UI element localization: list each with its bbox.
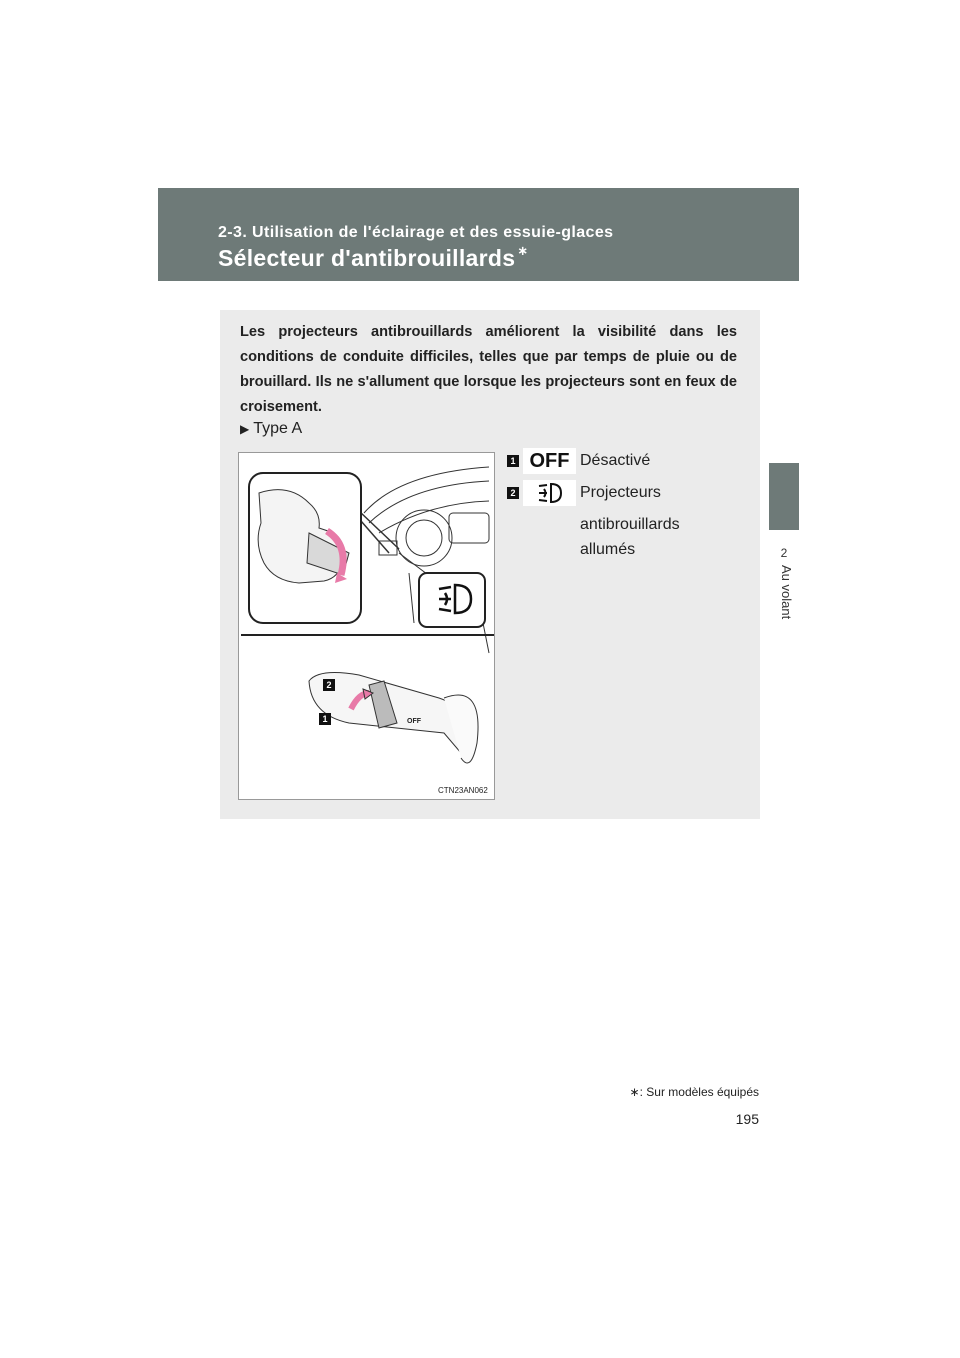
section-header	[158, 188, 799, 281]
fog-light-indicator-box	[419, 573, 485, 627]
triangle-icon: ▶	[240, 422, 250, 436]
figure-callout-1	[319, 713, 331, 725]
figure-callout-2	[323, 679, 335, 691]
footnote-text: : Sur modèles équipés	[639, 1085, 759, 1099]
content-box	[220, 310, 760, 819]
callout-1-label: 1	[322, 714, 328, 724]
legend-text-1: Désactivé	[580, 452, 651, 469]
hand-closeup-circle	[249, 473, 361, 623]
section-title: 2-3. Utilisation de l'éclairage et des essuie-glaces	[218, 224, 614, 241]
intro-paragraph: Les projecteurs antibrouillards améliorent la visibilité dans les conditions de conduite difficiles, telles que par temps de pluie ou de brouillard. Ils ne s'allument que lorsque les projecteurs sont en feux de croisement.	[240, 324, 737, 415]
type-label	[240, 420, 302, 438]
chapter-tab	[769, 463, 799, 530]
illustration-svg	[239, 453, 496, 801]
figure-code: CTN23AN062	[438, 786, 488, 795]
legend-text-2-line-2: antibrouillards	[580, 516, 680, 533]
asterisk-mark: ∗	[517, 243, 529, 258]
lever-off-label: OFF	[407, 718, 421, 725]
page-title	[218, 245, 529, 272]
off-icon: OFF	[523, 448, 576, 474]
callout-2-label: 2	[326, 680, 332, 690]
footnote	[600, 1085, 759, 1099]
chapter-label: Au volant	[779, 565, 794, 620]
type-label-text: Type A	[253, 420, 303, 437]
page-number: 195	[735, 1111, 759, 1127]
legend-text-2-line-1: Projecteurs	[580, 484, 661, 501]
chapter-number: 2	[780, 546, 788, 560]
fog-light-switch-illustration	[238, 452, 495, 800]
legend-text-2-line-3: allumés	[580, 541, 636, 558]
legend-text-2	[580, 480, 730, 562]
page-title-text: Sélecteur d'antibrouillards	[218, 245, 516, 271]
fog-light-icon	[523, 480, 576, 506]
legend-number-1: 1	[507, 455, 519, 467]
footnote-mark: ∗	[629, 1085, 640, 1099]
legend-number-2: 2	[507, 487, 519, 499]
